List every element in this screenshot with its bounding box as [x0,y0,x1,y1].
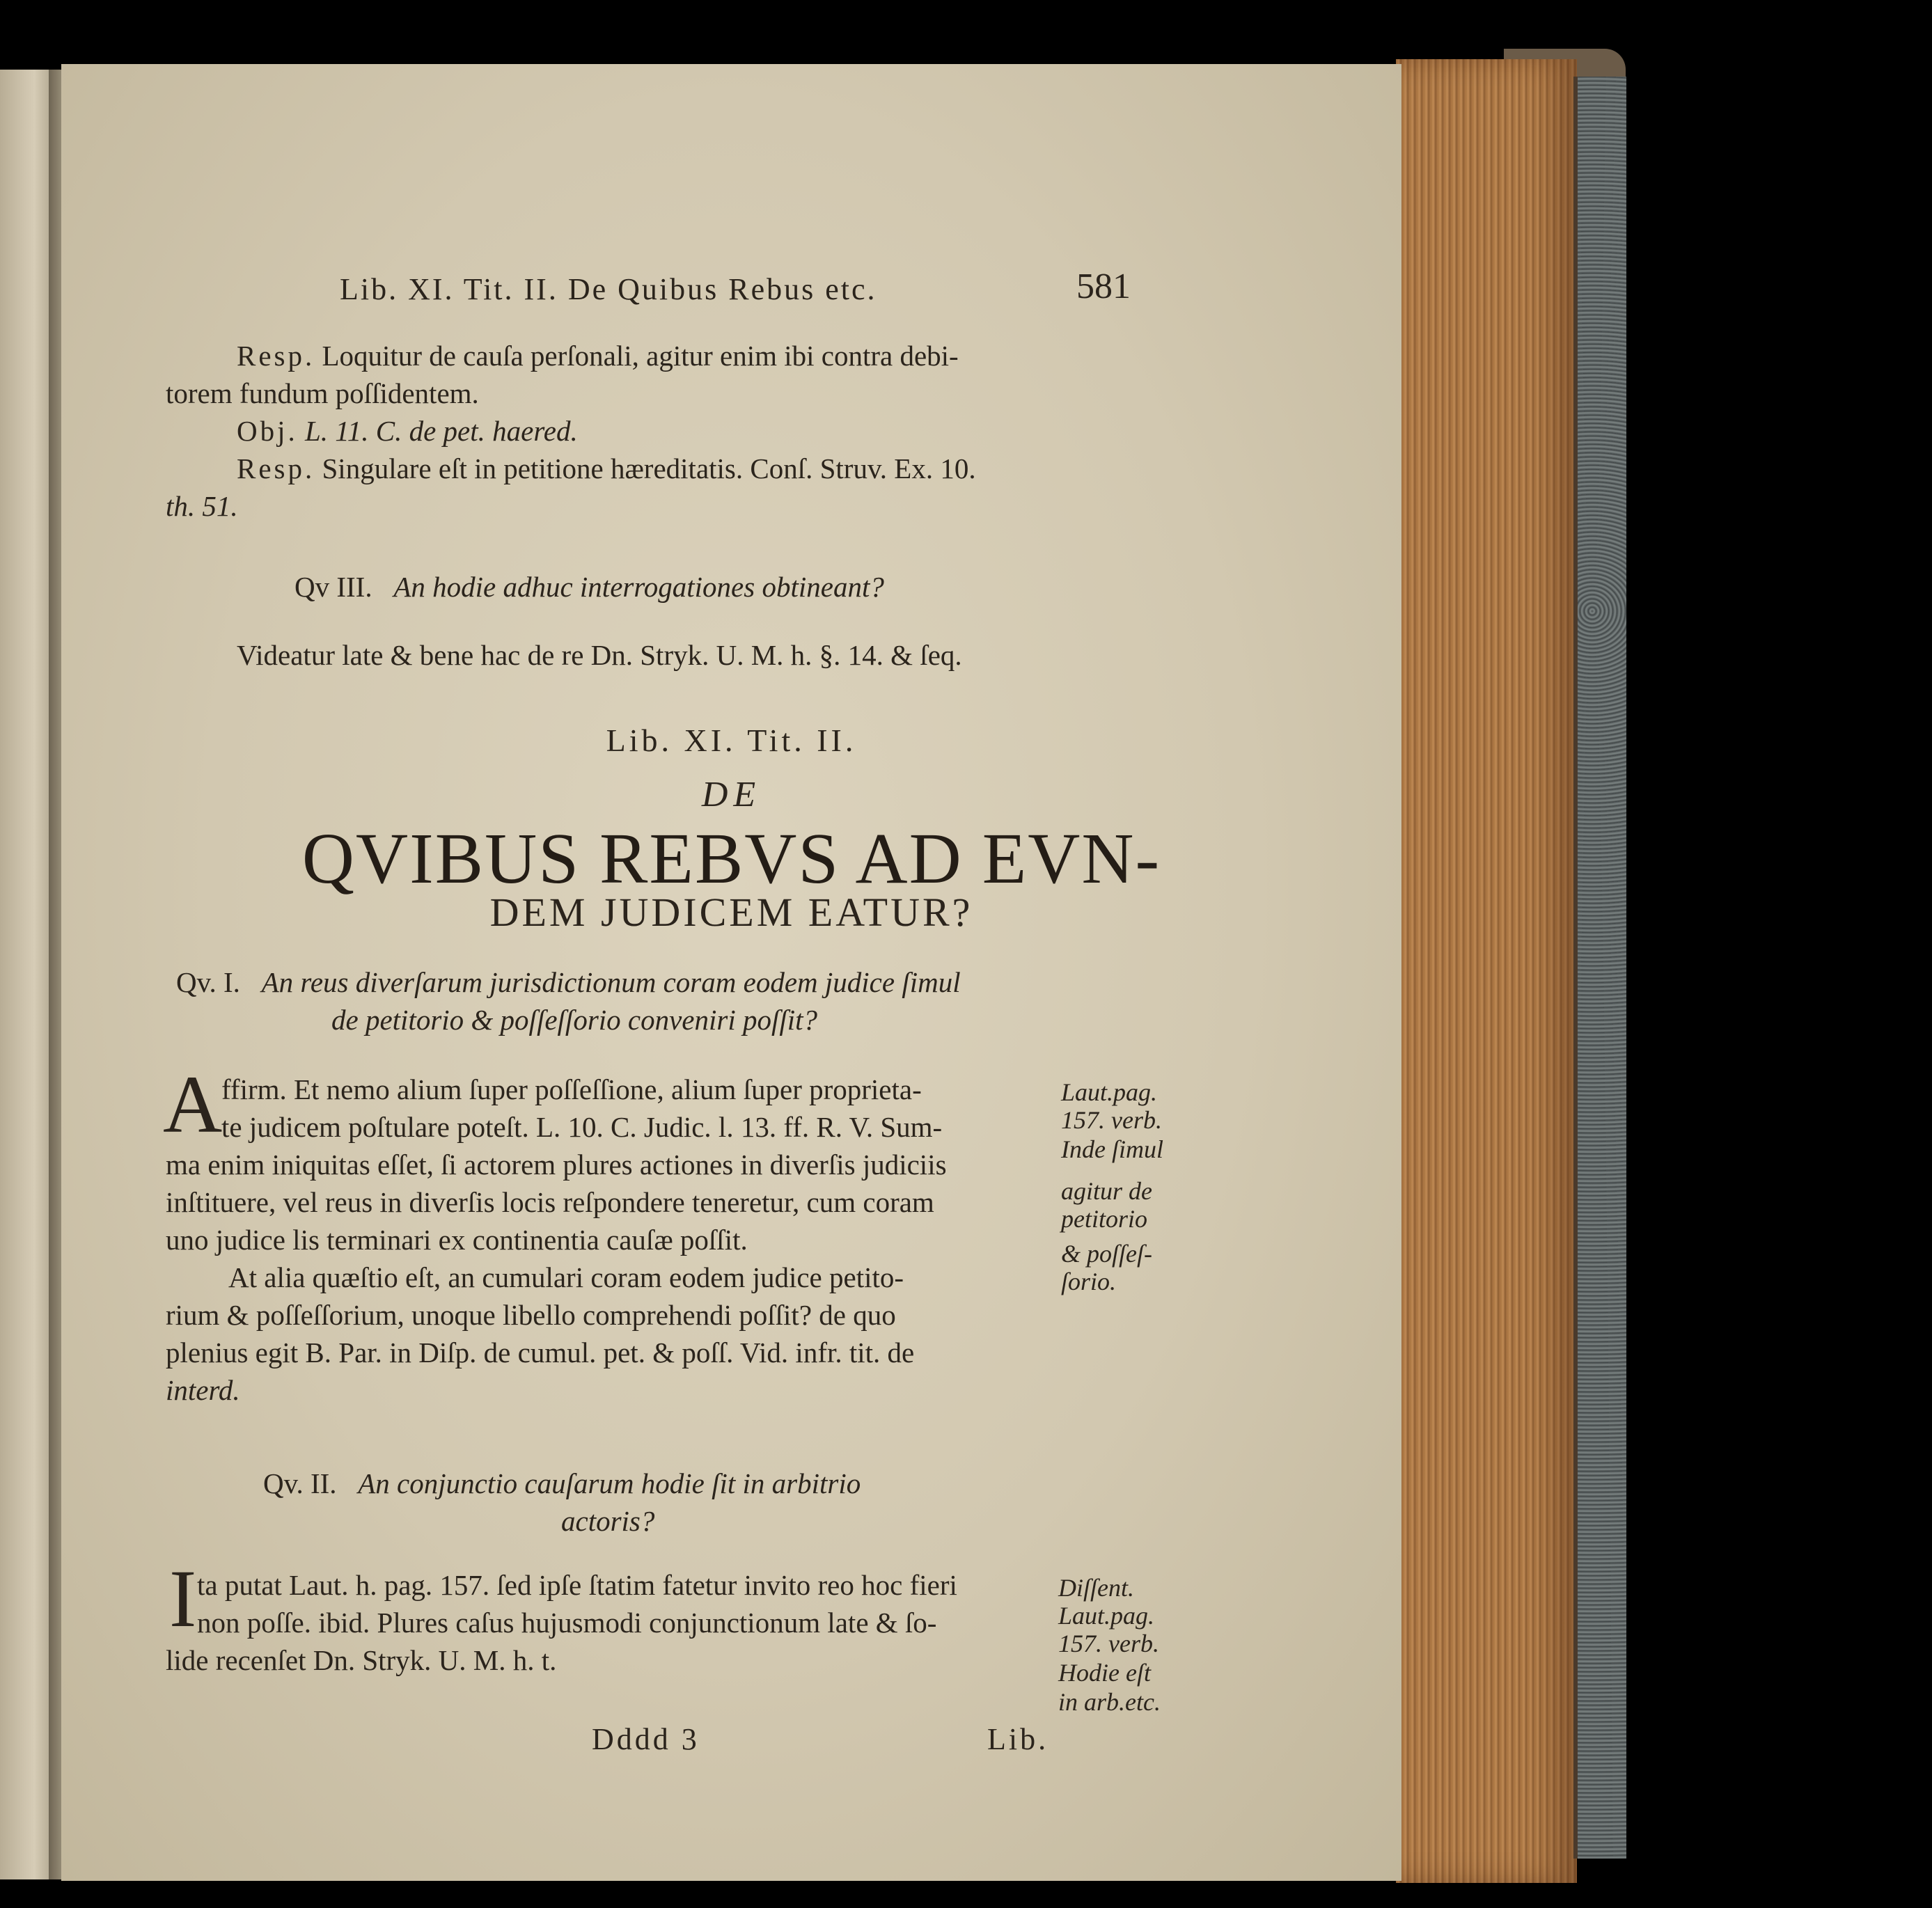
resp-1 [237,337,959,374]
resp-2 [237,450,976,487]
marginal-note: Laut.pag. [1061,1078,1158,1106]
obj-text: L. 11. C. de pet. haered. [305,415,578,447]
resp-label: Resp. [237,340,315,372]
para-1-line-5: uno judice lis terminari ex continentia cauſæ poſſit. [166,1224,748,1256]
signature-mark: Dddd 3 [592,1722,700,1756]
question-label: Qv. I. [176,966,240,998]
resp-text: Singulare eſt in petitione hæreditatis. Conſ. Struv. Ex. 10. [322,452,976,484]
question-2-line-2: actoris? [561,1505,655,1537]
question-3-answer: Videatur late & bene hac de re Dn. Stryk. U. M. h. §. 14. & ſeq. [237,639,962,671]
para-2-line-3: plenius egit B. Par. in Diſp. de cumul. pet. & poſſ. Vid. infr. tit. de [166,1337,915,1369]
book-cover [1573,77,1626,1859]
title-de: DE [701,775,762,814]
resp-1-line-2: torem fundum poſſidentem. [166,377,479,409]
para-2-line-2: rium & poſſeſſorium, unoque libello comprehendi poſſit? de quo [166,1299,896,1331]
marginal-note: Laut.pag. [1058,1602,1155,1630]
book-page [61,64,1401,1881]
resp-2-line-2: th. 51. [166,490,238,522]
question-1-line-2: de petitorio & poſſeſſorio conveniri poſſit? [331,1004,818,1036]
resp-label: Resp. [237,452,315,484]
catchword: Lib. [987,1722,1049,1756]
marginal-note: in arb.etc. [1058,1688,1161,1716]
question-text: An hodie adhuc interrogationes obtineant? [393,571,884,603]
question-2-line-1 [263,1465,861,1502]
question-text: An reus diverſarum jurisdictionum coram eodem judice ſimul [261,966,961,998]
running-head: Lib. XI. Tit. II. De Quibus Rebus etc. [340,272,877,306]
para-1-line-2: te judicem poſtulare poteſt. L. 10. C. Judic. l. 13. ff. R. V. Sum- [221,1111,943,1143]
marginal-note: Diſſent. [1058,1574,1134,1602]
para-2-line-4: interd. [166,1374,240,1406]
marginal-note: ſorio. [1061,1268,1117,1295]
marginal-note: agitur de [1061,1177,1152,1205]
drop-cap: A [163,1059,223,1150]
para-1-line-3: ma enim iniquitas eſſet, ſi actorem plures actiones in diverſis judiciis [166,1149,947,1181]
para-1-line-1: ffirm. Et nemo alium ſuper poſſeſſione, alium ſuper proprieta- [221,1073,922,1105]
marginal-note: 157. verb. [1058,1630,1159,1657]
para-2-line-1: At alia quæſtio eſt, an cumulari coram eodem judice petito- [228,1261,904,1293]
marginal-note: petitorio [1061,1205,1147,1233]
para-3-line-2: non poſſe. ibid. Plures caſus hujusmodi conjunctionum late & ſo- [197,1607,937,1639]
section-lib-tit: Lib. XI. Tit. II. [606,723,857,758]
page-number: 581 [1076,267,1131,306]
obj-label: Obj. [237,415,298,447]
obj [237,412,578,450]
para-3-line-1: ta putat Laut. h. pag. 157. ſed ipſe ſtatim fatetur invito reo hoc fieri [197,1569,957,1601]
page-title: QVIBUS REBVS AD EVN- [301,819,1161,899]
marginal-note: 157. verb. [1061,1106,1162,1134]
drop-cap: I [169,1553,197,1644]
marginal-note: & poſſeſ- [1061,1240,1152,1268]
page-edges [1396,59,1577,1883]
marginal-note: Hodie eſt [1058,1659,1151,1687]
question-text: An conjunctio cauſarum hodie ſit in arbitrio [358,1467,861,1499]
marginal-note: Inde ſimul [1061,1135,1163,1163]
question-label: Qv III. [294,571,372,603]
question-3 [294,568,884,606]
question-label: Qv. II. [263,1467,337,1499]
para-1-line-4: inſtituere, vel reus in diverſis locis reſpondere teneretur, cum coram [166,1186,934,1218]
para-3-line-3: lide recenſet Dn. Stryk. U. M. h. t. [166,1644,557,1676]
resp-text: Loquitur de cauſa perſonali, agitur enim ibi contra debi- [322,340,959,372]
question-1-line-1 [176,963,961,1001]
page-subtitle: DEM JUDICEM EATUR? [489,890,973,935]
